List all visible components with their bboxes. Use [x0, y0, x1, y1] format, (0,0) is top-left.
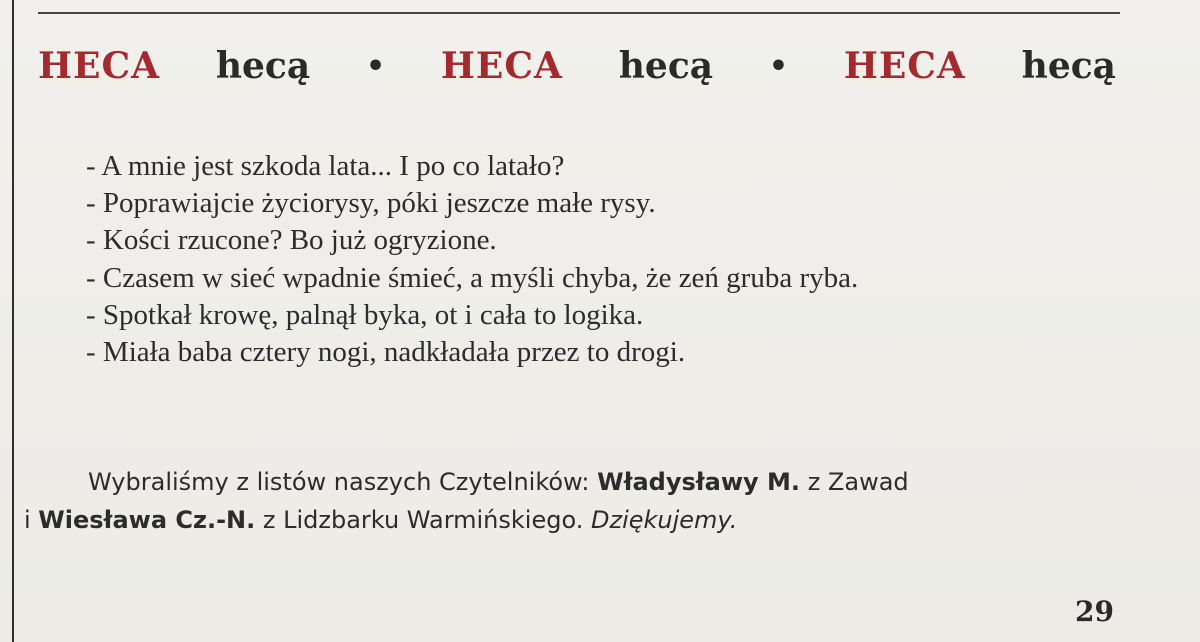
credits-line-1 — [24, 463, 1144, 501]
joke-line: - Poprawiajcie życiorysy, póki jeszcze małe rysy. — [86, 187, 656, 220]
heca-title-2: HECA — [440, 45, 563, 87]
left-border-line — [12, 0, 14, 642]
joke-line: - Spotkał krowę, palnął byka, ot i cała to logika. — [86, 298, 644, 331]
credits-line-2 — [24, 501, 1144, 539]
joke-line: - A mnie jest szkoda lata... I po co latało? — [86, 150, 565, 182]
bullet-separator-1: • — [365, 48, 386, 84]
jokes-list — [86, 148, 1146, 371]
heca-subtitle-3: hecą — [1021, 45, 1116, 87]
page-number: 29 — [1075, 595, 1114, 628]
heca-title-3: HECA — [843, 45, 966, 87]
reader-place-1: z Zawad — [800, 468, 909, 496]
reader-name-1: Władysławy M. — [597, 468, 801, 496]
reader-credits — [24, 463, 1144, 539]
joke-line: - Miała baba cztery nogi, nadkładała przez to drogi. — [86, 336, 686, 369]
heca-subtitle-1: hecą — [215, 45, 311, 87]
heca-header — [38, 38, 1116, 94]
reader-name-2: Wiesława Cz.-N. — [38, 506, 256, 534]
bullet-separator-2: • — [768, 48, 789, 84]
credits-conjunction: i — [24, 506, 39, 534]
joke-line: - Kości rzucone? Bo już ogryzione. — [86, 224, 497, 257]
credits-intro: Wybraliśmy z listów naszych Czytelników: — [88, 468, 598, 496]
thanks-text: Dziękujemy. — [590, 506, 738, 534]
heca-subtitle-2: hecą — [618, 45, 714, 87]
reader-place-2: z Lidzbarku Warmińskiego. — [255, 506, 591, 534]
heca-title-1: HECA — [38, 45, 161, 87]
top-rule — [38, 12, 1120, 14]
joke-line: - Czasem w sieć wpadnie śmieć, a myśli chyba, że zeń gruba ryba. — [86, 261, 859, 294]
